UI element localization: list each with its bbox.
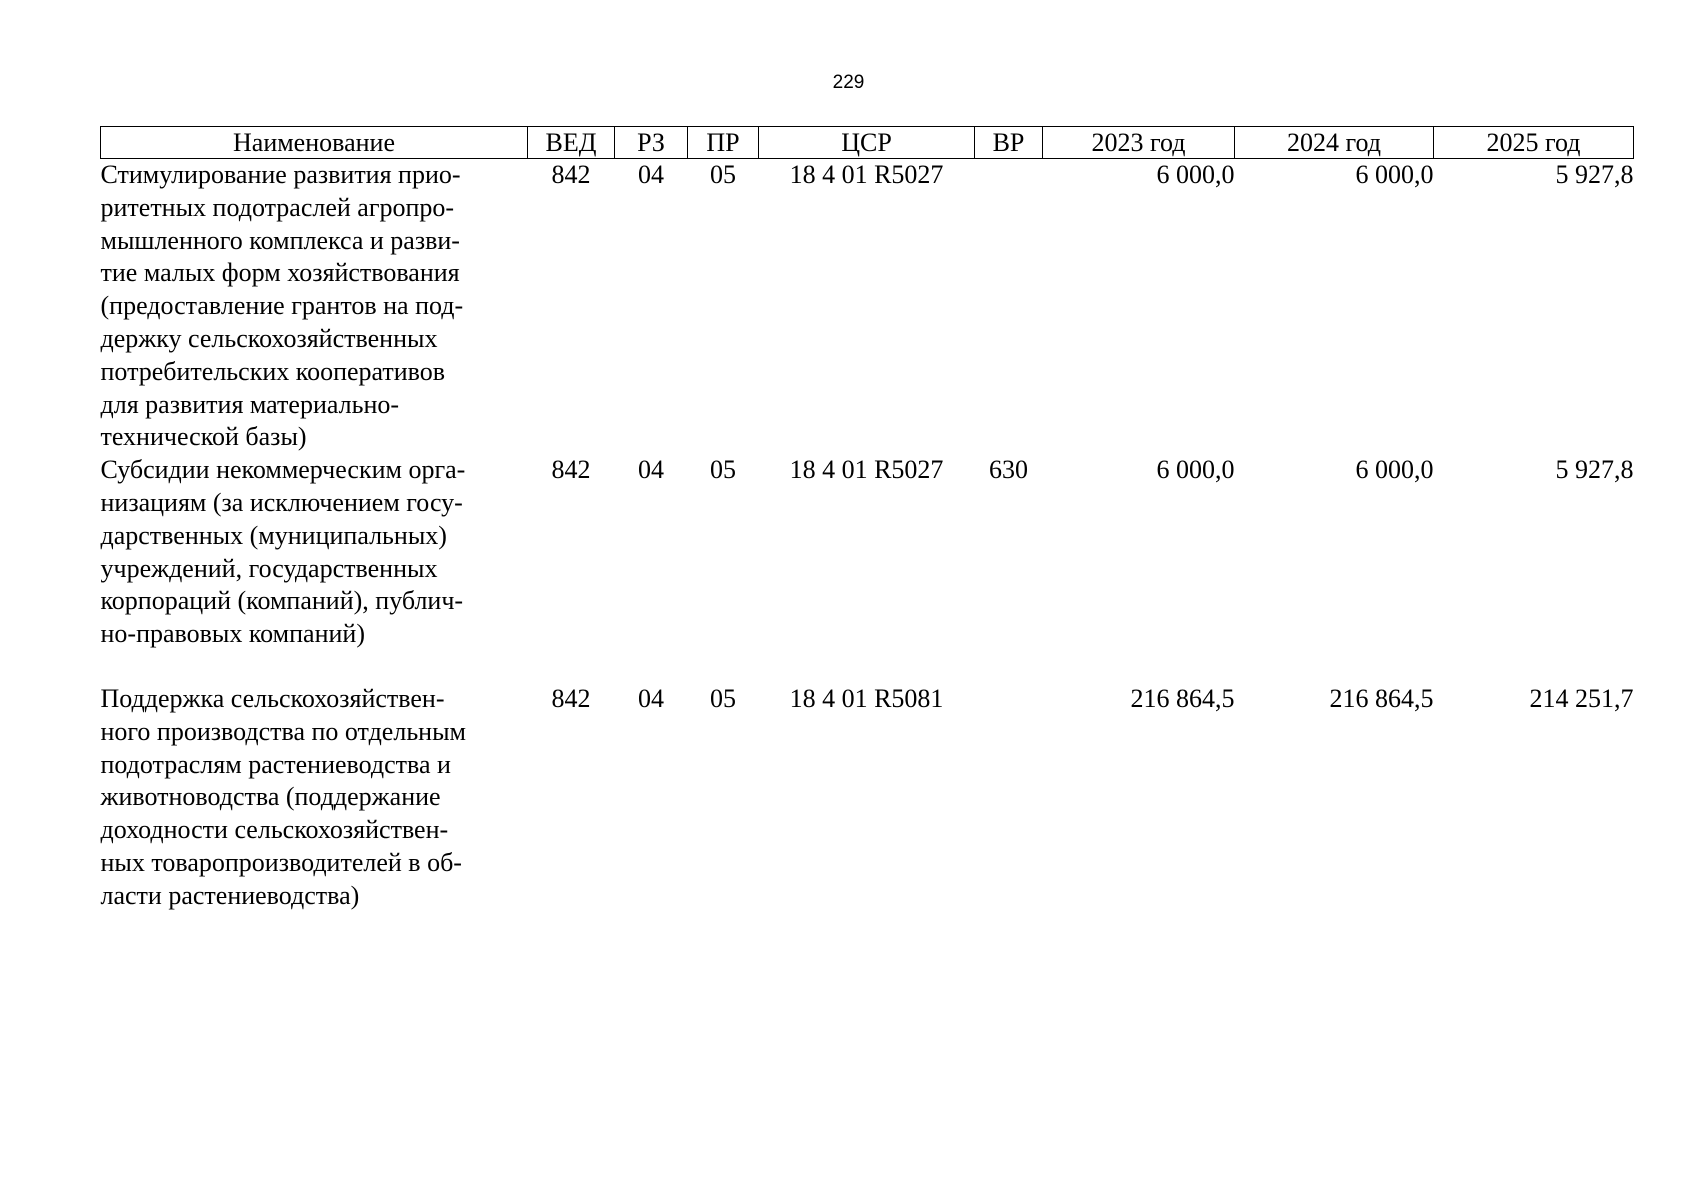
- name-line: подотраслям растениеводства и: [100, 749, 451, 779]
- rz-cell: 04: [638, 455, 664, 485]
- amount-2024-cell: 6 000,0: [1355, 160, 1434, 189]
- name-line: для развития материально-: [100, 389, 400, 419]
- csr-cell: 18 4 01 R5027: [789, 160, 944, 189]
- name-line: корпораций (компаний), публич-: [100, 586, 464, 616]
- table-row: [101, 454, 1634, 651]
- name-line: (предоставление грантов на под-: [100, 291, 464, 321]
- name-line: Стимулирование развития прио-: [100, 160, 461, 189]
- name-line: дарственных (муниципальных): [100, 520, 447, 550]
- row-name-cell: [101, 454, 528, 651]
- csr-cell: 18 4 01 R5081: [789, 683, 944, 713]
- header-2024: 2024 год: [1235, 127, 1434, 159]
- name-line: доходности сельскохозяйствен-: [100, 815, 449, 845]
- name-line: Поддержка сельскохозяйствен-: [100, 683, 445, 713]
- name-line: ного производства по отдельным: [100, 716, 467, 746]
- name-line: ритетных подотраслей агропро-: [100, 192, 455, 222]
- amount-2025-cell: 5 927,8: [1555, 455, 1634, 485]
- row-name-cell: [101, 159, 528, 455]
- ved-cell: 842: [551, 160, 591, 189]
- header-rz: РЗ: [615, 127, 688, 159]
- name-line: держку сельскохозяйственных: [100, 323, 438, 353]
- pr-cell: 05: [710, 683, 736, 713]
- pr-cell: 05: [710, 455, 736, 485]
- amount-2024-cell: 6 000,0: [1355, 455, 1434, 485]
- rz-cell: 04: [638, 160, 664, 189]
- amount-2023-cell: 6 000,0: [1156, 160, 1235, 189]
- page-number: 229: [832, 72, 865, 93]
- vr-cell: [975, 159, 1043, 455]
- name-line: мышленного комплекса и разви-: [100, 225, 460, 255]
- ved-cell: 842: [551, 683, 591, 713]
- amount-2025-cell: 5 927,8: [1555, 160, 1634, 189]
- vr-cell: 630: [989, 455, 1028, 485]
- row-name-cell: [101, 683, 528, 913]
- rz-cell: 04: [638, 683, 664, 713]
- row-spacer: [101, 651, 1634, 683]
- name-line: ласти растениеводства): [100, 880, 360, 910]
- amount-2023-cell: 6 000,0: [1156, 455, 1235, 485]
- amount-2024-cell: 216 864,5: [1329, 683, 1434, 713]
- name-line: но-правовых компаний): [100, 619, 365, 649]
- name-line: ных товаропроизводителей в об-: [100, 847, 462, 877]
- header-pr: ПР: [688, 127, 759, 159]
- header-2023: 2023 год: [1043, 127, 1235, 159]
- vr-cell: [975, 683, 1043, 913]
- name-line: животноводства (поддержание: [100, 782, 441, 812]
- budget-table: [100, 126, 1634, 913]
- ved-cell: 842: [551, 455, 591, 485]
- name-line: низациям (за исключением госу-: [100, 487, 463, 517]
- table-row: [101, 683, 1634, 913]
- pr-cell: 05: [710, 160, 736, 189]
- header-vr: ВР: [975, 127, 1043, 159]
- header-csr: ЦСР: [759, 127, 975, 159]
- amount-2025-cell: 214 251,7: [1529, 683, 1634, 713]
- csr-cell: 18 4 01 R5027: [789, 455, 944, 485]
- header-name: Наименование: [101, 127, 528, 159]
- amount-2023-cell: 216 864,5: [1130, 683, 1235, 713]
- name-line: потребительских кооперативов: [100, 356, 446, 386]
- name-line: тие малых форм хозяйствования: [100, 258, 460, 288]
- name-line: Субсидии некоммерческим орга-: [100, 455, 466, 485]
- name-line: учреждений, государственных: [100, 553, 438, 583]
- header-2025: 2025 год: [1434, 127, 1634, 159]
- table-row: [101, 159, 1634, 455]
- header-ved: ВЕД: [528, 127, 615, 159]
- table-header-row: [101, 127, 1634, 159]
- name-line: технической базы): [100, 422, 307, 452]
